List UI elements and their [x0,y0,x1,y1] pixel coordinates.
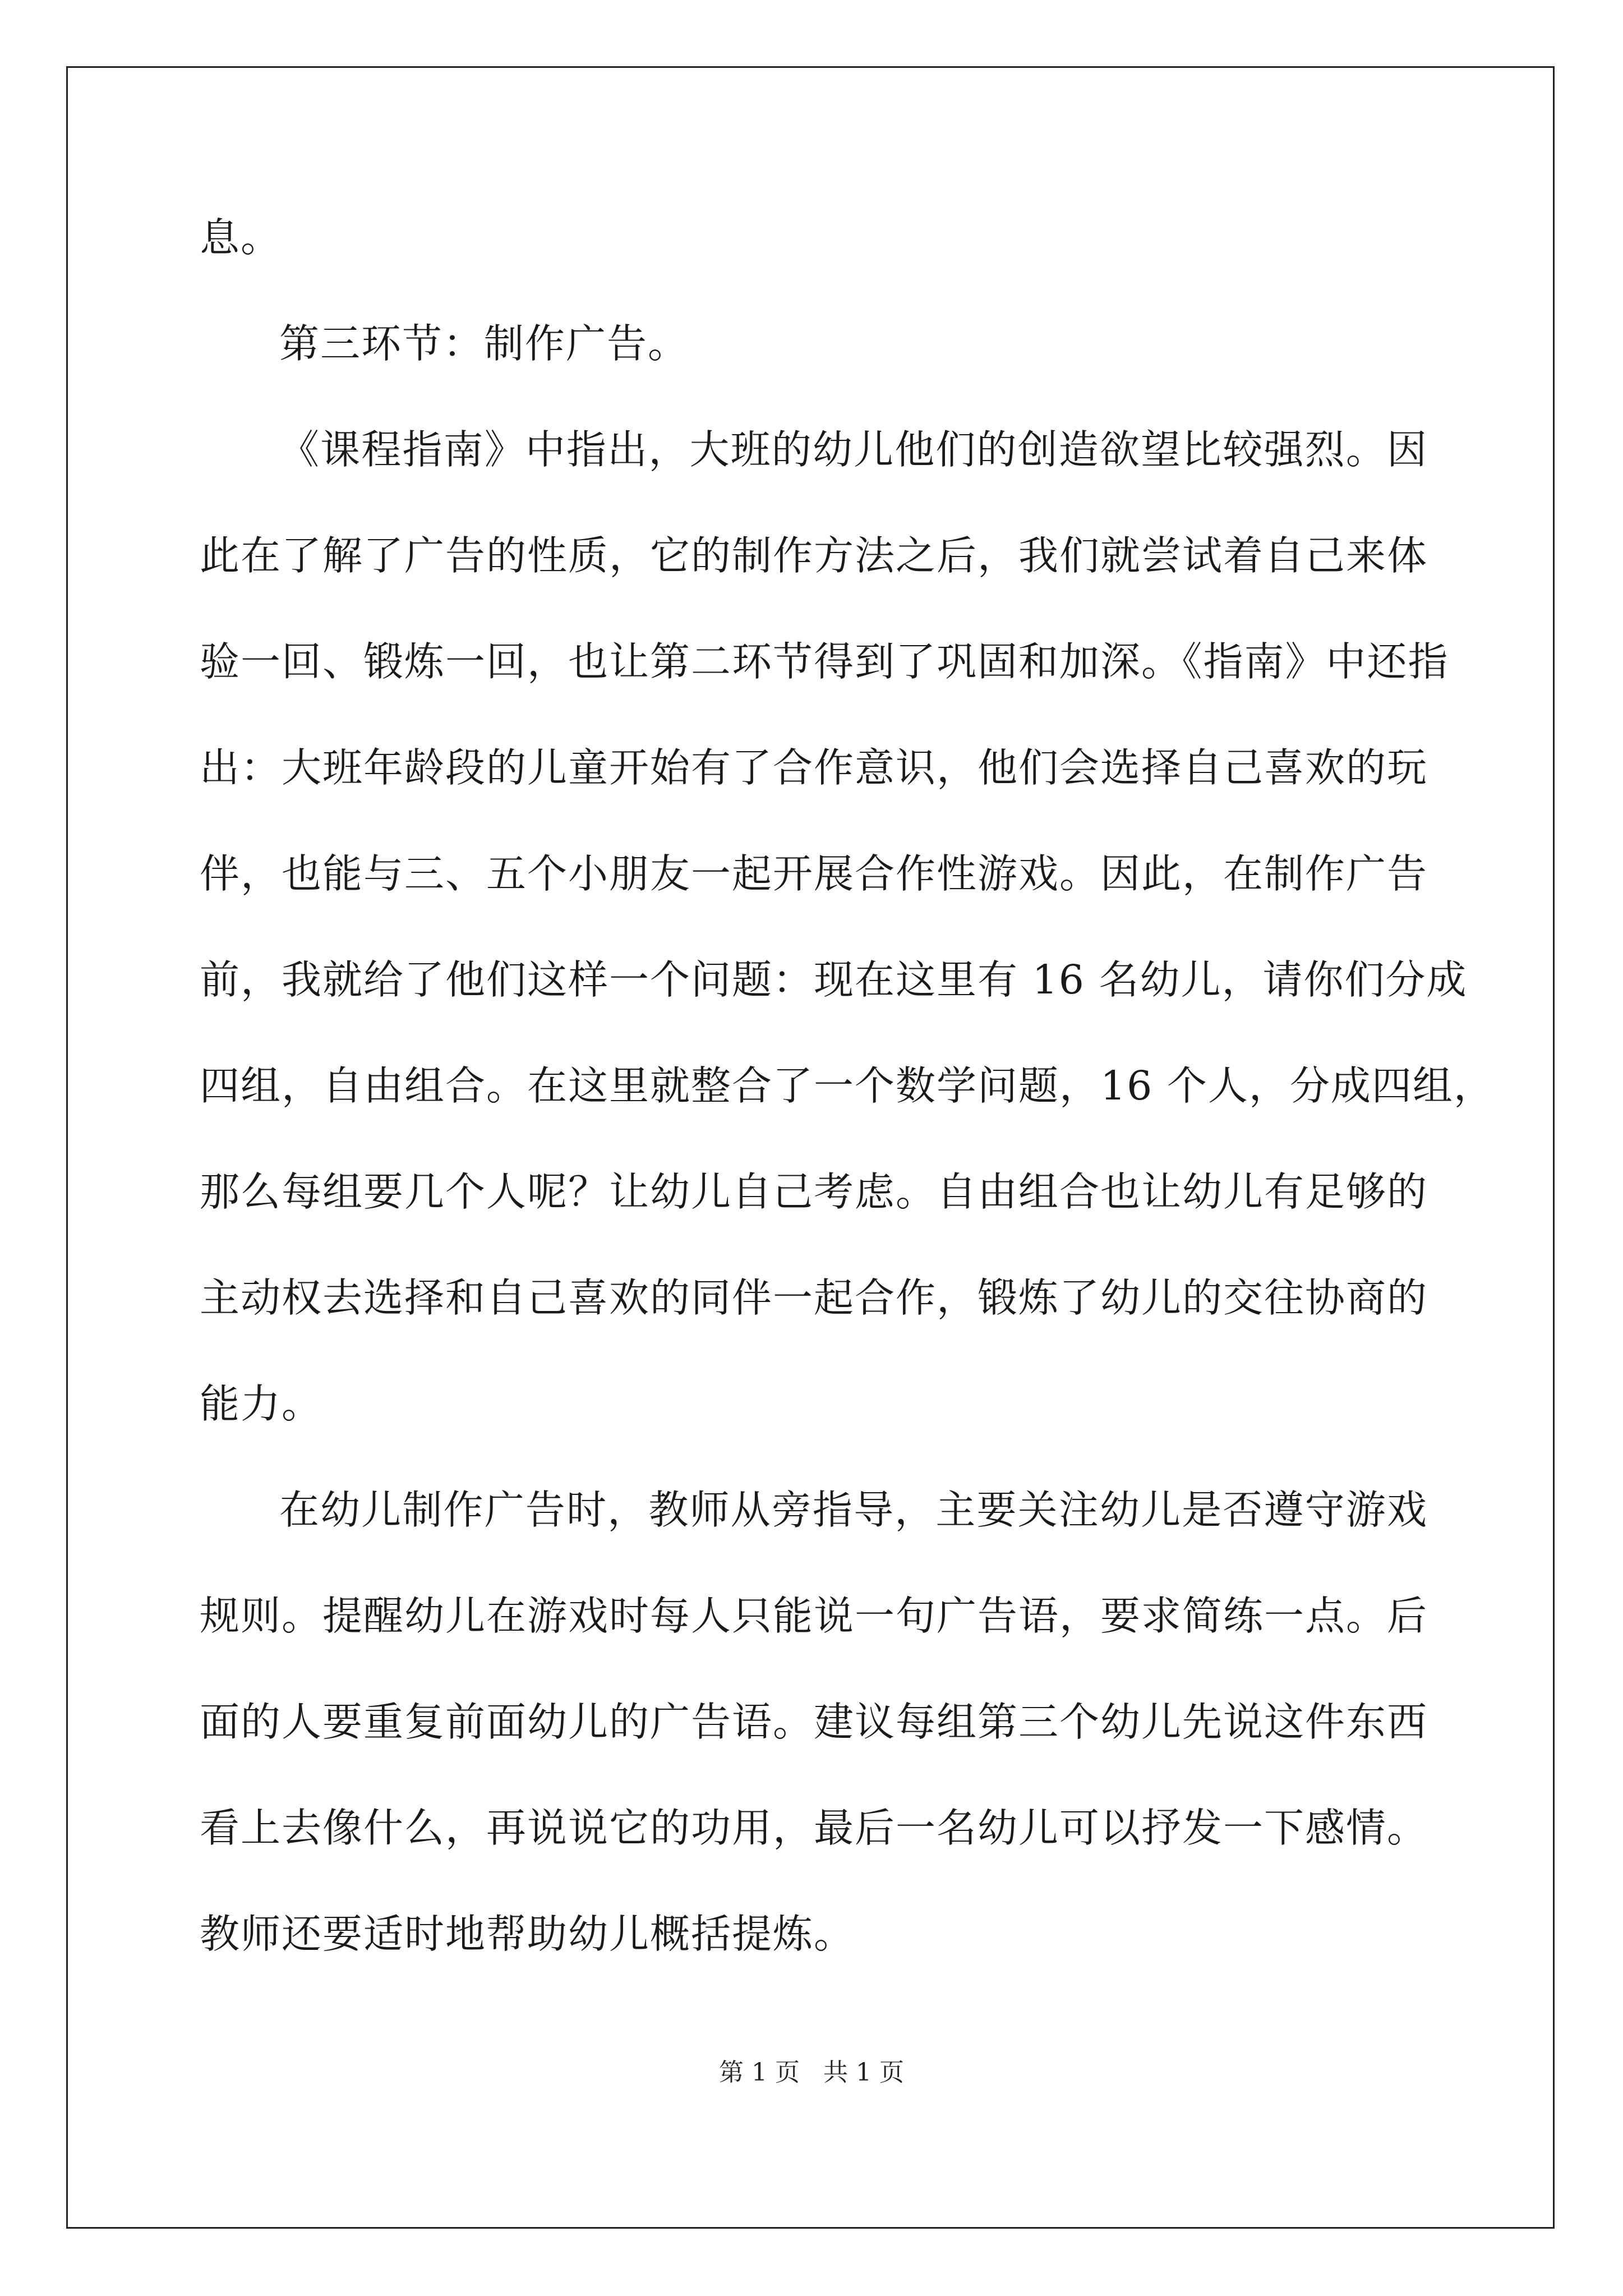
document-body [200,211,1495,2013]
text-line: 那么每组要几个人呢？让幼儿自己考虑。自由组合也让幼儿有足够的 [200,1168,1428,1215]
text-line: 出：大班年龄段的儿童开始有了合作意识，他们会选择自己喜欢的玩 [200,744,1428,791]
text-line: 第三环节：制作广告。 [279,320,689,367]
text-line: 教师还要适时地帮助幼儿概括提炼。 [200,1911,855,1957]
text-line: 四组，自由组合。在这里就整合了一个数学问题，16 个人，分成四组， [200,1062,1495,1109]
text-line: 规则。提醒幼儿在游戏时每人只能说一句广告语，要求简练一点。后 [200,1593,1428,1639]
text-line: 验一回、锻炼一回，也让第二环节得到了巩固和加深。《指南》中还指 [200,638,1449,685]
text-line: 看上去像什么，再说说它的功用，最后一名幼儿可以抒发一下感情。 [200,1805,1428,1851]
text-line: 能力。 [200,1381,323,1427]
text-line: 伴，也能与三、五个小朋友一起开展合作性游戏。因此，在制作广告 [200,850,1428,897]
text-line: 前，我就给了他们这样一个问题：现在这里有 16 名幼儿，请你们分成 [200,956,1468,1003]
page-number-footer: 第 1 页 共 1 页 [719,2058,904,2087]
text-line: 息。 [200,214,282,261]
text-line: 在幼儿制作广告时，教师从旁指导，主要关注幼儿是否遵守游戏 [279,1487,1428,1533]
text-line: 面的人要重复前面幼儿的广告语。建议每组第三个幼儿先说这件东西 [200,1699,1428,1745]
text-line: 此在了解了广告的性质，它的制作方法之后，我们就尝试着自己来体 [200,532,1428,579]
text-line: 主动权去选择和自己喜欢的同伴一起合作，锻炼了幼儿的交往协商的 [200,1274,1428,1321]
text-line: 《课程指南》中指出，大班的幼儿他们的创造欲望比较强烈。因 [279,426,1428,473]
